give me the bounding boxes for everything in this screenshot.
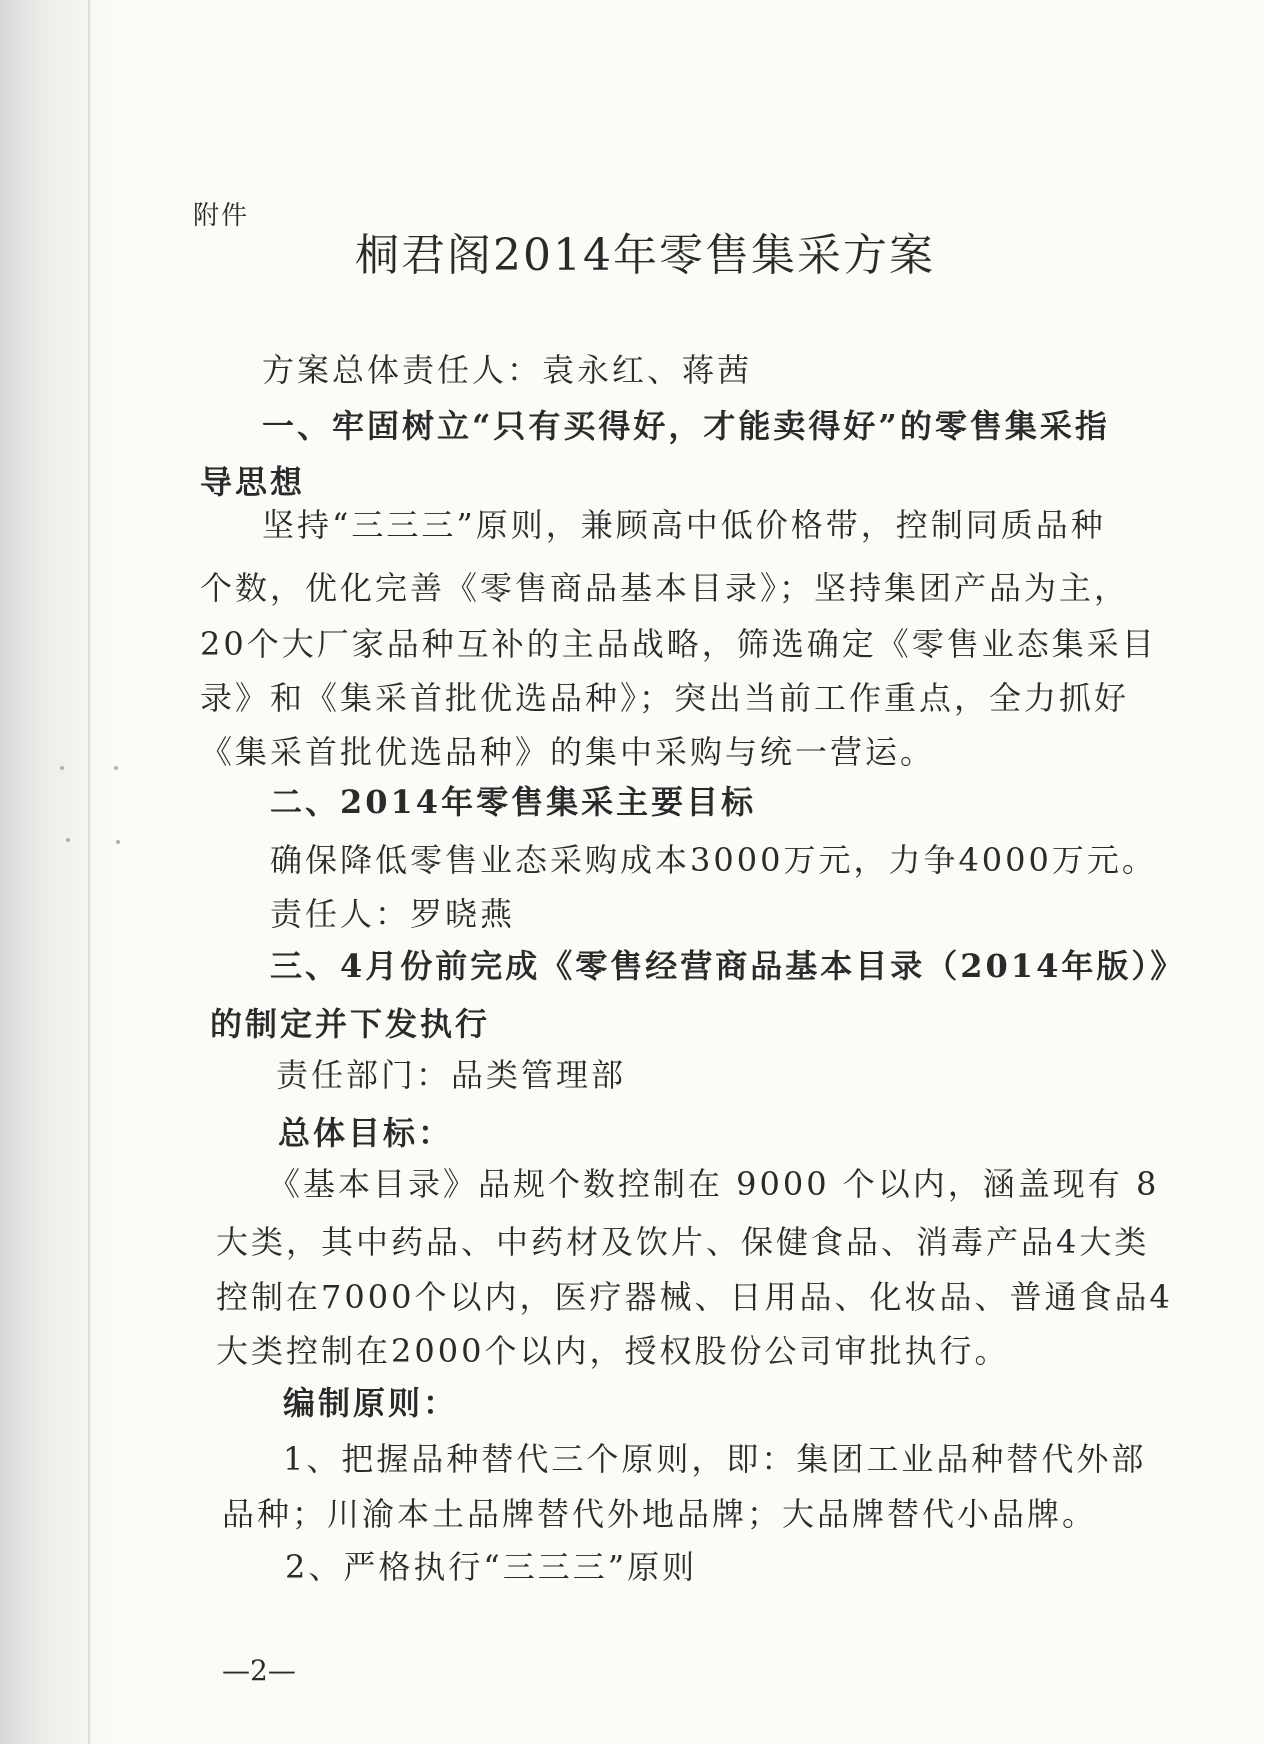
paragraph-line: 大类，其中药品、中药材及饮片、保健食品、消毒产品4大类 [216, 1223, 1150, 1261]
paragraph-line: 录》和《集采首批优选品种》；突出当前工作重点，全力抓好 [200, 679, 1130, 717]
section-3-heading-cont: 的制定并下发执行 [210, 1005, 491, 1043]
paragraph-line: 《基本目录》品规个数控制在 9000 个以内，涵盖现有 8 [268, 1165, 1160, 1203]
binding-fold-line [88, 0, 90, 1744]
scan-speck [60, 766, 64, 770]
scan-speck [66, 838, 70, 842]
responsible-person: 责任人：罗晓燕 [270, 895, 516, 933]
paragraph-line: 《集采首批优选品种》的集中采购与统一营运。 [200, 733, 936, 771]
section-2-heading: 二、2014年零售集采主要目标 [270, 783, 757, 821]
paragraph-line: 确保降低零售业态采购成本3000万元，力争4000万元。 [270, 841, 1157, 879]
binding-shadow [0, 0, 118, 1744]
paragraph-line: 品种；川渝本土品牌替代外地品牌；大品牌替代小品牌。 [222, 1495, 1098, 1533]
section-1-heading-cont: 导思想 [200, 463, 306, 501]
document-title: 桐君阁2014年零售集采方案 [355, 230, 935, 281]
overall-goal-heading: 总体目标： [278, 1114, 454, 1152]
paragraph-line: 坚持“三三三”原则，兼顾高中低价格带，控制同质品种 [262, 506, 1106, 544]
paragraph-line: 控制在7000个以内，医疗器械、日用品、化妆品、普通食品4 [216, 1278, 1173, 1316]
paragraph-line: 20个大厂家品种互补的主品战略，筛选确定《零售业态集采目 [200, 625, 1157, 663]
paragraph-line: 个数，优化完善《零售商品基本目录》；坚持集团产品为主， [200, 569, 1130, 607]
paragraph-line: 1、把握品种替代三个原则，即：集团工业品种替代外部 [283, 1440, 1147, 1478]
scan-speck [116, 840, 120, 844]
section-3-heading: 三、4月份前完成《零售经营商品基本目录（2014年版）》 [270, 947, 1186, 985]
paragraph-line: 大类控制在2000个以内，授权股份公司审批执行。 [216, 1332, 1010, 1370]
responsible-department: 责任部门：品类管理部 [276, 1056, 627, 1094]
responsible-persons: 方案总体责任人：袁永红、蒋茜 [262, 351, 753, 389]
section-1-heading: 一、牢固树立“只有买得好，才能卖得好”的零售集采指 [262, 407, 1110, 445]
paragraph-line: 2、严格执行“三三三”原则 [285, 1548, 698, 1586]
scan-speck [114, 766, 118, 770]
page-number: —2— [222, 1654, 296, 1687]
principles-heading: 编制原则： [283, 1384, 459, 1422]
attachment-label: 附件 [193, 201, 250, 231]
